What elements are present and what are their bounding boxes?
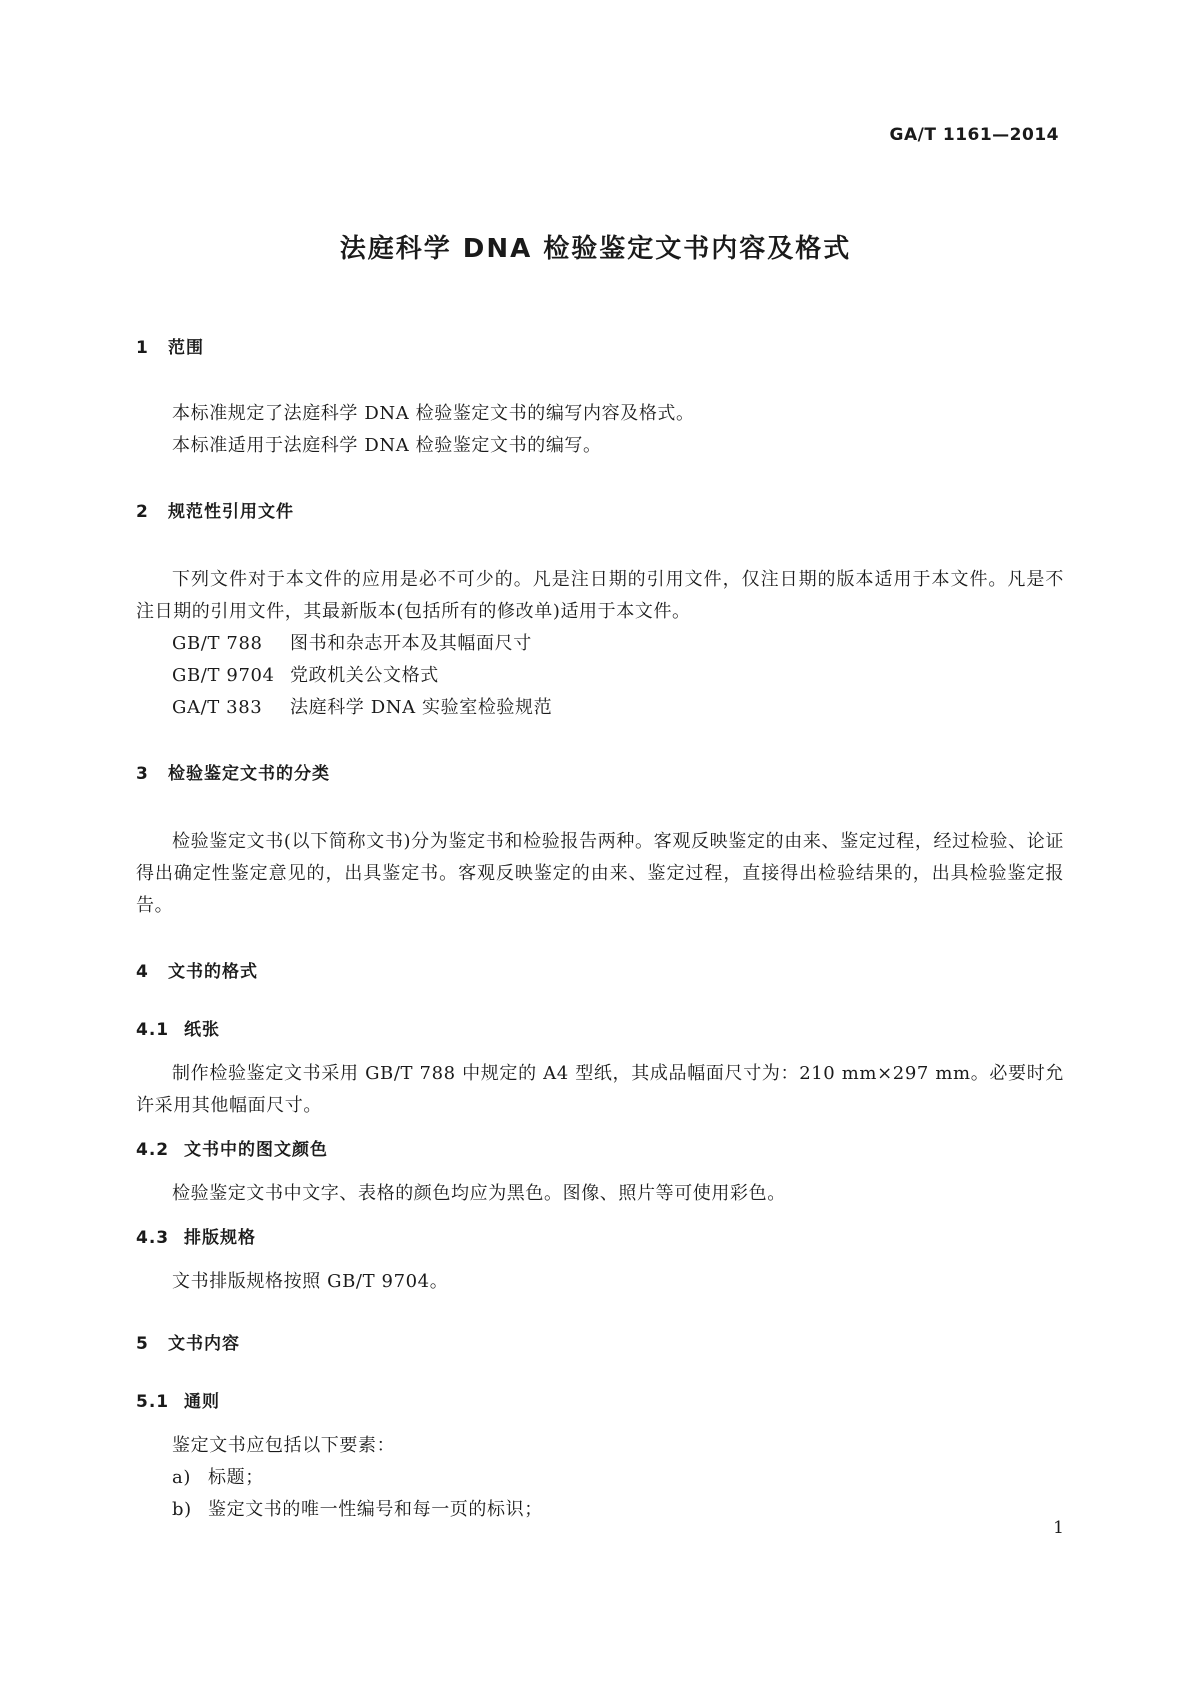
- paragraph: 检验鉴定文书中文字、表格的颜色均应为黑色。图像、照片等可使用彩色。: [172, 1183, 786, 1204]
- document-title: 法庭科学 DNA 检验鉴定文书内容及格式: [339, 234, 852, 264]
- paragraph: 本标准适用于法庭科学 DNA 检验鉴定文书的编写。: [172, 435, 602, 456]
- section-title: 文书内容: [168, 1334, 240, 1354]
- subsection-title: 纸张: [184, 1020, 220, 1040]
- list-text: 标题；: [208, 1467, 264, 1488]
- list-marker: a): [172, 1467, 191, 1488]
- section-number: 4: [136, 962, 149, 982]
- subsection-title: 文书中的图文颜色: [184, 1140, 328, 1160]
- list-item: [136, 1494, 1064, 1526]
- subsection-heading-4-3: [136, 1226, 1064, 1250]
- section-heading-1: [136, 336, 1064, 360]
- subsection-number: 4.1: [136, 1020, 170, 1040]
- section-number: 1: [136, 338, 149, 358]
- reference-item: [136, 692, 1064, 724]
- paragraph: 制作检验鉴定文书采用 GB/T 788 中规定的 A4 型纸，其成品幅面尺寸为：210 mm×297 mm。必要时允许采用其他幅面尺寸。: [136, 1063, 1064, 1116]
- reference-name: 法庭科学 DNA 实验室检验规范: [290, 697, 553, 718]
- list-marker: b): [172, 1499, 192, 1520]
- section-number: 2: [136, 502, 149, 522]
- section-heading-4: [136, 960, 1064, 984]
- paragraph: 鉴定文书应包括以下要素：: [172, 1435, 396, 1456]
- subsection-heading-4-2: [136, 1138, 1064, 1162]
- paragraph: 检验鉴定文书(以下简称文书)分为鉴定书和检验报告两种。客观反映鉴定的由来、鉴定过程，经过检验、论证得出确定性鉴定意见的，出具鉴定书。客观反映鉴定的由来、鉴定过程，直接得出检验结果的，出具检验鉴定报告。: [136, 831, 1064, 916]
- subsection-heading-5-1: [136, 1390, 1064, 1414]
- section-title: 文书的格式: [168, 962, 258, 982]
- section-heading-5: [136, 1332, 1064, 1356]
- reference-code: GA/T 383: [172, 697, 263, 718]
- reference-code: GB/T 788: [172, 633, 263, 654]
- paragraph: 本标准规定了法庭科学 DNA 检验鉴定文书的编写内容及格式。: [172, 403, 695, 424]
- paragraph: 文书排版规格按照 GB/T 9704。: [172, 1271, 449, 1292]
- list-item: [136, 1462, 1064, 1494]
- reference-name: 党政机关公文格式: [290, 665, 439, 686]
- section-title: 规范性引用文件: [168, 502, 294, 522]
- section-title: 范围: [168, 338, 204, 358]
- section-heading-2: [136, 500, 1064, 524]
- subsection-title: 排版规格: [184, 1228, 256, 1248]
- standard-code: GA/T 1161—2014: [889, 125, 1059, 145]
- paragraph: 下列文件对于本文件的应用是必不可少的。凡是注日期的引用文件，仅注日期的版本适用于本文件。凡是不注日期的引用文件，其最新版本(包括所有的修改单)适用于本文件。: [136, 569, 1064, 622]
- subsection-title: 通则: [184, 1392, 220, 1412]
- section-heading-3: [136, 762, 1064, 786]
- reference-item: [136, 628, 1064, 660]
- subsection-heading-4-1: [136, 1018, 1064, 1042]
- section-number: 3: [136, 764, 149, 784]
- subsection-number: 4.3: [136, 1228, 170, 1248]
- list-text: 鉴定文书的唯一性编号和每一页的标识；: [208, 1499, 543, 1520]
- reference-name: 图书和杂志开本及其幅面尺寸: [290, 633, 532, 654]
- subsection-number: 4.2: [136, 1140, 170, 1160]
- document-body: [136, 336, 1064, 1526]
- page-number: 1: [1053, 1518, 1064, 1538]
- reference-code: GB/T 9704: [172, 665, 275, 686]
- section-number: 5: [136, 1334, 149, 1354]
- subsection-number: 5.1: [136, 1392, 170, 1412]
- reference-item: [136, 660, 1064, 692]
- section-title: 检验鉴定文书的分类: [168, 764, 330, 784]
